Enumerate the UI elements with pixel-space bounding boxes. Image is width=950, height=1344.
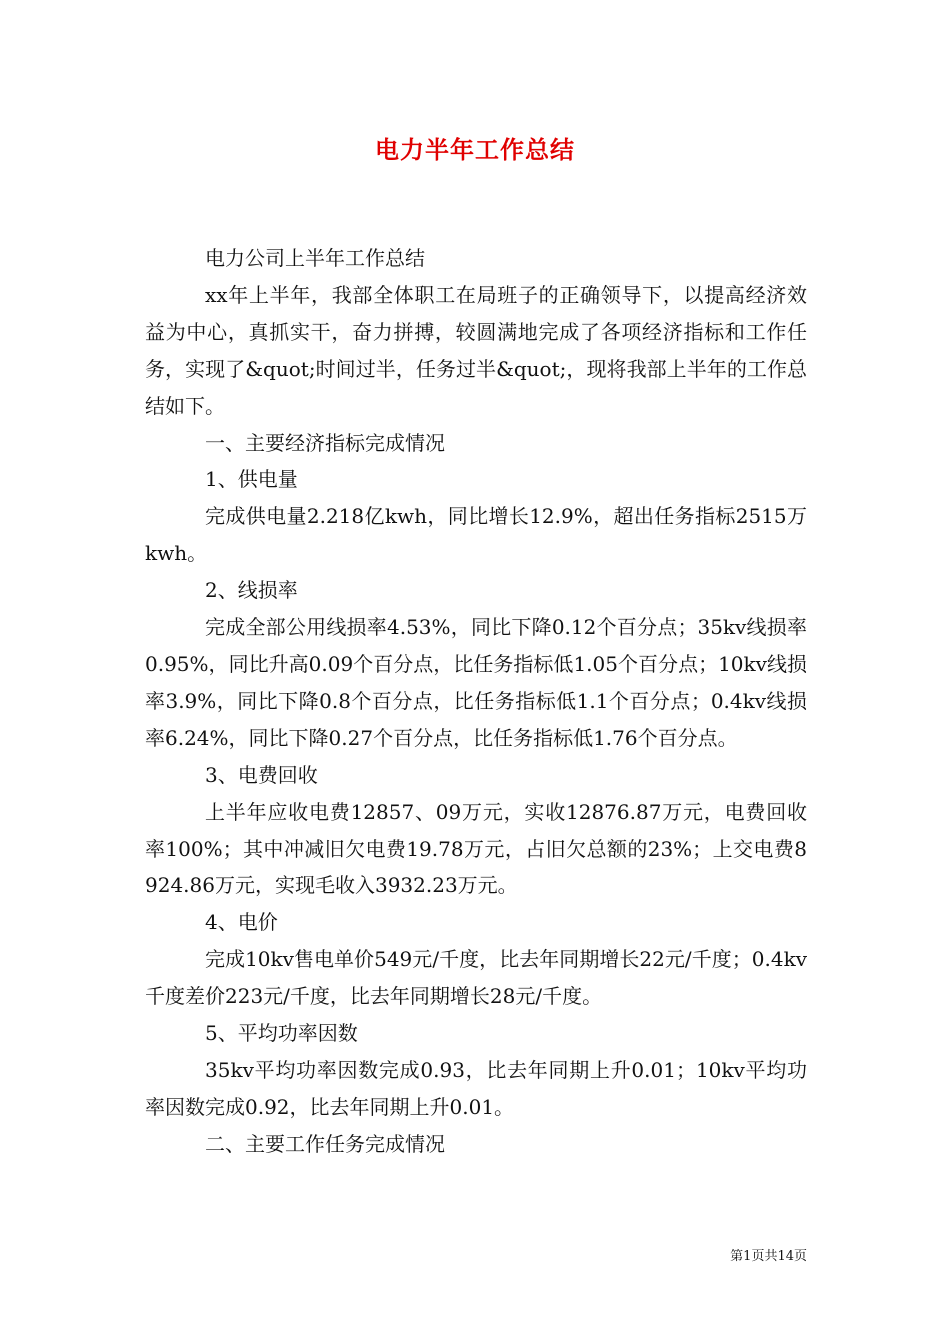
section-2-heading: 二、主要工作任务完成情况 bbox=[205, 1131, 445, 1156]
document-subtitle: 电力公司上半年工作总结 bbox=[205, 246, 425, 270]
item-5-text: 35kv平均功率因数完成0.93，比去年同期上升0.01；10kv平均功率因数完成0.92，比去年同期上升0.01。 bbox=[145, 1057, 807, 1119]
document-body bbox=[145, 240, 807, 1163]
item-4-text: 完成10kv售电单价549元/千度，比去年同期增长22元/千度；0.4kv千度差价223元/千度，比去年同期增长28元/千度。 bbox=[145, 947, 807, 1009]
item-3-heading: 3、电费回收 bbox=[205, 762, 318, 787]
item-5-heading: 5、平均功率因数 bbox=[205, 1021, 358, 1046]
section-1-heading: 一、主要经济指标完成情况 bbox=[205, 430, 445, 455]
item-3-text: 上半年应收电费12857、09万元，实收12876.87万元，电费回收率100%；其中冲减旧欠电费19.78万元，占旧欠总额的23%；上交电费8924.86万元，实现毛收入3932.23万元。 bbox=[145, 799, 807, 898]
item-2-heading: 2、线损率 bbox=[205, 578, 298, 603]
page-number: 第1页共14页 bbox=[730, 1249, 807, 1264]
item-1-heading: 1、供电量 bbox=[205, 467, 298, 492]
intro-paragraph: xx年上半年，我部全体职工在局班子的正确领导下，以提高经济效益为中心，真抓实干，奋力拼搏，较圆满地完成了各项经济指标和工作任务，实现了&quot;时间过半，任务过半&quot;，现将我部上半年的工作总结如下。 bbox=[145, 282, 807, 418]
item-1-text: 完成供电量2.218亿kwh，同比增长12.9%，超出任务指标2515万kwh。 bbox=[145, 504, 807, 566]
document-title: 电力半年工作总结 bbox=[375, 135, 575, 164]
item-2-text: 完成全部公用线损率4.53%，同比下降0.12个百分点；35kv线损率0.95%，同比升高0.09个百分点，比任务指标低1.05个百分点；10kv线损率3.9%，同比下降0.8个百分点，比任务指标低1.1个百分点；0.4kv线损率6.24%，同比下降0.27个百分点，比任务指标低1.76个百分点。 bbox=[145, 615, 807, 750]
item-4-heading: 4、电价 bbox=[205, 910, 278, 935]
